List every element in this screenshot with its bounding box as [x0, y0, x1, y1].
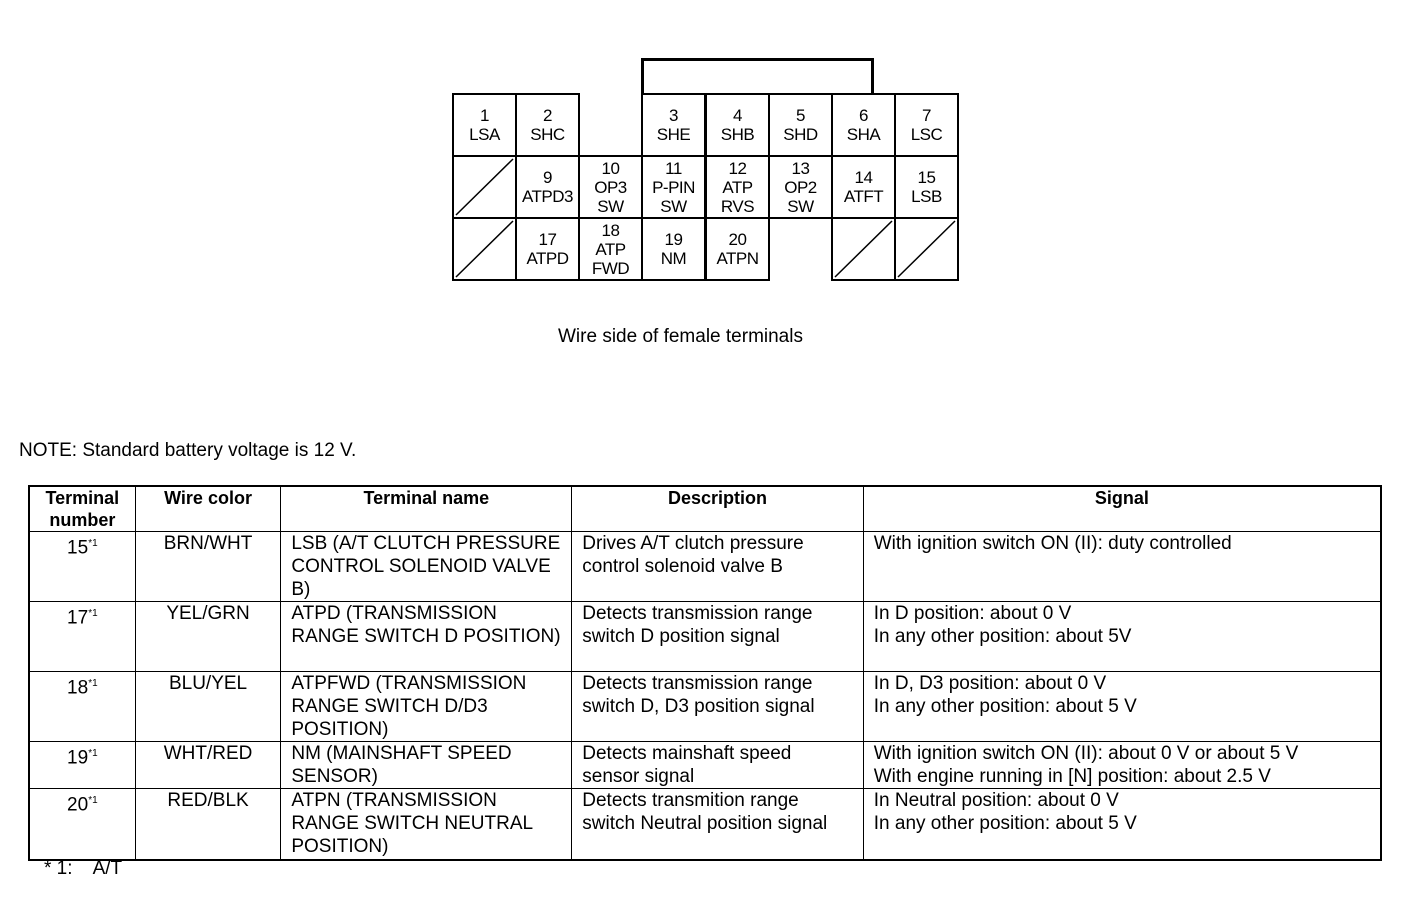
- table-row: [29, 789, 1381, 860]
- table-row: [29, 532, 1381, 602]
- terminal-number: 19: [664, 230, 683, 249]
- signal: [863, 789, 1381, 860]
- signal-line: In D, D3 position: about 0 V: [873, 673, 1107, 694]
- column-header: Description: [572, 486, 863, 532]
- table-row: [29, 742, 1381, 789]
- terminal-number: 9: [543, 168, 552, 187]
- terminal-number: 4: [733, 106, 742, 125]
- terminal-cell: [515, 217, 580, 281]
- signal-line: In Neutral position: about 0 V: [873, 790, 1119, 811]
- signal-line: In any other position: about 5V: [873, 626, 1132, 647]
- column-header: Signal: [863, 486, 1381, 532]
- terminal-cell: [894, 217, 959, 281]
- terminal-number: 14: [854, 168, 873, 187]
- terminal-label: ATPD3: [521, 187, 574, 206]
- terminal-number: 5: [796, 106, 805, 125]
- description: Detects transmission range switch D, D3 position signal: [572, 672, 863, 742]
- wire-color: BLU/YEL: [135, 672, 281, 742]
- unused-slash-icon: [454, 219, 515, 279]
- connector-lock-tab: [641, 58, 874, 95]
- terminal-cell: [831, 155, 896, 219]
- terminal-cell: [705, 93, 770, 157]
- terminal-cell: [705, 155, 770, 219]
- column-header: Terminal name: [281, 486, 572, 532]
- terminal-cell: [894, 93, 959, 157]
- terminal-cell: [515, 93, 580, 157]
- terminal-label: ATPD: [526, 249, 569, 268]
- column-header: Wire color: [135, 486, 281, 532]
- column-header: Terminal number: [29, 486, 135, 532]
- footnote-mark: *1: [88, 608, 98, 619]
- terminal-cell: [705, 217, 770, 281]
- terminal-label: SHA: [846, 125, 881, 144]
- footnote-mark: *1: [88, 795, 98, 806]
- terminal-number: 17$^{*1}$: [29, 602, 135, 672]
- terminal-number: 7: [922, 106, 931, 125]
- terminal-number: 18$^{*1}$: [29, 672, 135, 742]
- wire-color: BRN/WHT: [135, 532, 281, 602]
- terminal-number: 20: [728, 230, 747, 249]
- unused-slash-icon: [454, 157, 515, 217]
- terminal-cell: [452, 93, 517, 157]
- terminal-label: ATPN: [716, 249, 759, 268]
- wire-color: YEL/GRN: [135, 602, 281, 672]
- terminal-number: 10: [601, 158, 620, 178]
- terminal-cell: [515, 155, 580, 219]
- terminal-cell: [578, 217, 643, 281]
- terminal-label: OP2 SW: [784, 177, 817, 216]
- description: Drives A/T clutch pressure control solenoid valve B: [572, 532, 863, 602]
- signal: [863, 742, 1381, 789]
- terminal-number: 11: [665, 158, 682, 178]
- footnote-mark: *1: [88, 538, 98, 549]
- terminal-cell: [452, 155, 517, 219]
- terminal-label: P-PIN SW: [652, 177, 695, 216]
- description: Detects transmition range switch Neutral position signal: [572, 789, 863, 860]
- note: NOTE: Standard battery voltage is 12 V.: [19, 440, 357, 461]
- terminal-name: LSB (A/T CLUTCH PRESSURE CONTROL SOLENOID VALVE B): [281, 532, 572, 602]
- terminal-number: 6: [859, 106, 868, 125]
- footnote-mark: *1: [88, 748, 98, 759]
- terminal-number: 1: [480, 106, 489, 125]
- terminal-cell: [831, 93, 896, 157]
- table-row: [29, 672, 1381, 742]
- terminal-number: 15$^{*1}$: [29, 532, 135, 602]
- footnote: * 1: A/T: [44, 858, 123, 879]
- terminal-label: SHC: [530, 125, 565, 144]
- terminal-name: ATPFWD (TRANSMISSION RANGE SWITCH D/D3 POSITION): [281, 672, 572, 742]
- terminal-label: OP3 SW: [594, 177, 627, 216]
- terminal-label: LSA: [469, 125, 500, 144]
- connector-caption: Wire side of female terminals: [558, 326, 803, 347]
- signal-line: In D position: about 0 V: [873, 603, 1072, 624]
- terminal-number: 13: [791, 158, 810, 178]
- terminal-table: [28, 485, 1382, 861]
- terminal-cell: [641, 93, 706, 157]
- description: Detects transmission range switch D position signal: [572, 602, 863, 672]
- terminal-label: LSB: [911, 187, 942, 206]
- terminal-cell: [641, 217, 706, 281]
- terminal-cell: [452, 217, 517, 281]
- terminal-number: 20$^{*1}$: [29, 789, 135, 860]
- terminal-label: ATP RVS: [720, 177, 755, 216]
- wire-color: RED/BLK: [135, 789, 281, 860]
- signal: [863, 672, 1381, 742]
- footnote-mark: *1: [88, 678, 98, 689]
- terminal-number: 2: [543, 106, 552, 125]
- signal: [863, 532, 1381, 602]
- signal-line: In any other position: about 5 V: [873, 813, 1137, 834]
- terminal-number: 18: [601, 220, 620, 240]
- terminal-label: SHD: [783, 125, 818, 144]
- terminal-label: NM: [660, 249, 687, 268]
- terminal-name: ATPN (TRANSMISSION RANGE SWITCH NEUTRAL POSITION): [281, 789, 572, 860]
- terminal-number: 15: [917, 168, 936, 187]
- terminal-name: ATPD (TRANSMISSION RANGE SWITCH D POSITION): [281, 602, 572, 672]
- terminal-label: SHB: [720, 125, 755, 144]
- description: Detects mainshaft speed sensor signal: [572, 742, 863, 789]
- terminal-cell: [768, 93, 833, 157]
- unused-slash-icon: [896, 219, 957, 279]
- terminal-cell: [894, 155, 959, 219]
- wire-color: WHT/RED: [135, 742, 281, 789]
- terminal-cell: [578, 155, 643, 219]
- terminal-number: 3: [669, 106, 678, 125]
- signal-line: With ignition switch ON (II): duty controlled: [873, 533, 1232, 554]
- terminal-number: 17: [538, 230, 557, 249]
- terminal-name: NM (MAINSHAFT SPEED SENSOR): [281, 742, 572, 789]
- terminal-label: ATP FWD: [591, 239, 630, 278]
- signal-line: With ignition switch ON (II): about 0 V or about 5 V: [873, 743, 1299, 764]
- terminal-cell: [831, 217, 896, 281]
- signal: [863, 602, 1381, 672]
- terminal-number: 19$^{*1}$: [29, 742, 135, 789]
- terminal-number: 12: [728, 158, 747, 178]
- unused-slash-icon: [833, 219, 894, 279]
- signal-line: In any other position: about 5 V: [873, 696, 1137, 717]
- terminal-cell: [768, 155, 833, 219]
- terminal-cell: [641, 155, 706, 219]
- terminal-label: LSC: [910, 125, 943, 144]
- signal-line: With engine running in [N] position: about 2.5 V: [873, 766, 1271, 787]
- terminal-label: SHE: [656, 125, 691, 144]
- terminal-label: ATFT: [843, 187, 884, 206]
- table-row: [29, 602, 1381, 672]
